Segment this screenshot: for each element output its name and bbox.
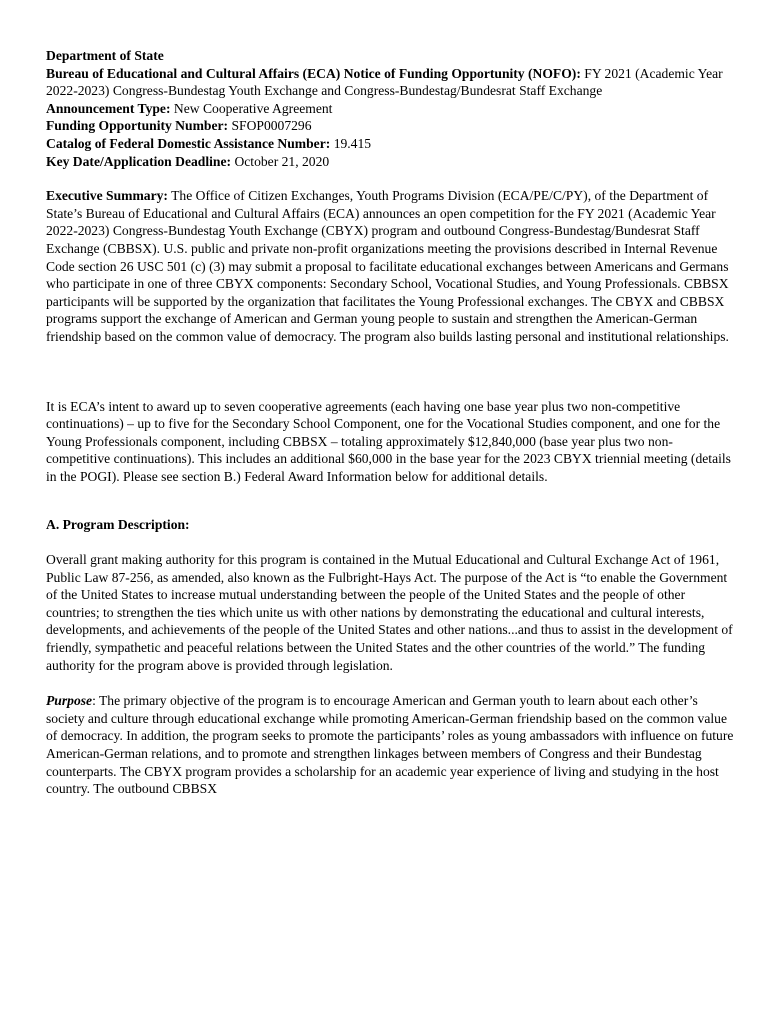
purpose-paragraph xyxy=(46,692,734,798)
nofo-title xyxy=(46,65,734,100)
department-line: Department of State xyxy=(46,48,164,63)
cfda-number-value: 19.415 xyxy=(333,135,372,151)
application-deadline xyxy=(46,153,734,171)
deadline-label: Key Date/Application Deadline: xyxy=(46,153,232,169)
nofo-title-bold: Bureau of Educational and Cultural Affairs (ECA) Notice of Funding Opportunity (NOFO): xyxy=(46,65,581,81)
cfda-number xyxy=(46,135,734,153)
document-header xyxy=(46,47,734,170)
deadline-value: October 21, 2020 xyxy=(234,153,330,169)
executive-summary xyxy=(46,187,734,345)
section-a-heading: A. Program Description: xyxy=(46,517,190,533)
funding-opportunity-number xyxy=(46,117,734,135)
announcement-type xyxy=(46,100,734,118)
announcement-type-value: New Cooperative Agreement xyxy=(173,100,333,116)
purpose-label: Purpose xyxy=(46,693,93,709)
funding-number-value: SFOP0007296 xyxy=(231,118,312,134)
nofo-title-rest: FY 2021 (Academic Year 2022-2023) Congress-Bundestag Youth Exchange and Congress-Bundestag/Bundesrat Staff Exchange xyxy=(46,65,723,99)
authority-paragraph: Overall grant making authority for this program is contained in the Mutual Educational and Cultural Exchange Act of 1961, Public Law 87-256, as amended, also known as the Fulbright-Hays Act. The purpose of the Act is “to enable the Government of the United States to increase mutual understanding between the people of the United States and the people of other countries; to strengthen the ties which unite us with other nations by demonstrating the educational and cultural interests, developments, and achievements of the people of the United States and other nations...and thus to assist in the development of friendly, sympathetic and peaceful relations between the United States and the other countries of the world.” The funding authority for the program above is provided through legislation. xyxy=(46,552,733,673)
executive-summary-text: The Office of Citizen Exchanges, Youth Programs Division (ECA/PE/C/PY), of the Department of State’s Bureau of Educational and Cultural Affairs (ECA) announces an open competition for the FY 2021 (Academic Year 2022-2023) Congress-Bundestag Youth Exchange (CBYX) program and outbound Congress-Bundestag/Bundesrat Staff Exchange (CBBSX). U.S. public and private non-profit organizations meeting the provisions described in Internal Revenue Code section 26 USC 501 (c) (3) may submit a proposal to facilitate educational exchanges between Americans and Germans who participate in one of three CBYX components: Secondary School, Vocational Studies, and Young Professionals. CBBSX participants will be supported by the organization that facilitates the Young Professional exchanges. The CBYX and CBBSX programs support the exchange of American and German young people to sustain and strengthen the American-German friendship based on the common value of democracy. The program also builds lasting personal and institutional relationships. xyxy=(46,188,729,344)
intent-paragraph: It is ECA’s intent to award up to seven cooperative agreements (each having one base year plus two non-competitive continuations) – up to five for the Secondary School Component, one for the Vocational Studies component, and one for the Young Professionals component, including CBBSX – totaling approximately $12,840,000 (base year plus two non-competitive continuations). This includes an additional $60,000 in the base year for the 2023 CBYX triennial meeting (details in the POGI). Please see section B.) Federal Award Information below for additional details. xyxy=(46,398,731,484)
cfda-number-label: Catalog of Federal Domestic Assistance Number: xyxy=(46,135,331,151)
announcement-type-label: Announcement Type: xyxy=(46,100,171,116)
purpose-text: : The primary objective of the program is to encourage American and German youth to learn about each other’s society and culture through educational exchange while promoting American-German friendship based on the common value of democracy. In addition, the program seeks to promote the participants’ roles as young ambassadors with influence on future American-German relations, and to promote and strengthen linkages between members of Congress and their Bundestag counterparts. The CBYX program provides a scholarship for an academic year experience of living and studying in the host country. The outbound CBBSX xyxy=(46,693,734,797)
executive-summary-label: Executive Summary: xyxy=(46,188,168,204)
funding-number-label: Funding Opportunity Number: xyxy=(46,118,229,134)
document-page xyxy=(46,47,734,798)
